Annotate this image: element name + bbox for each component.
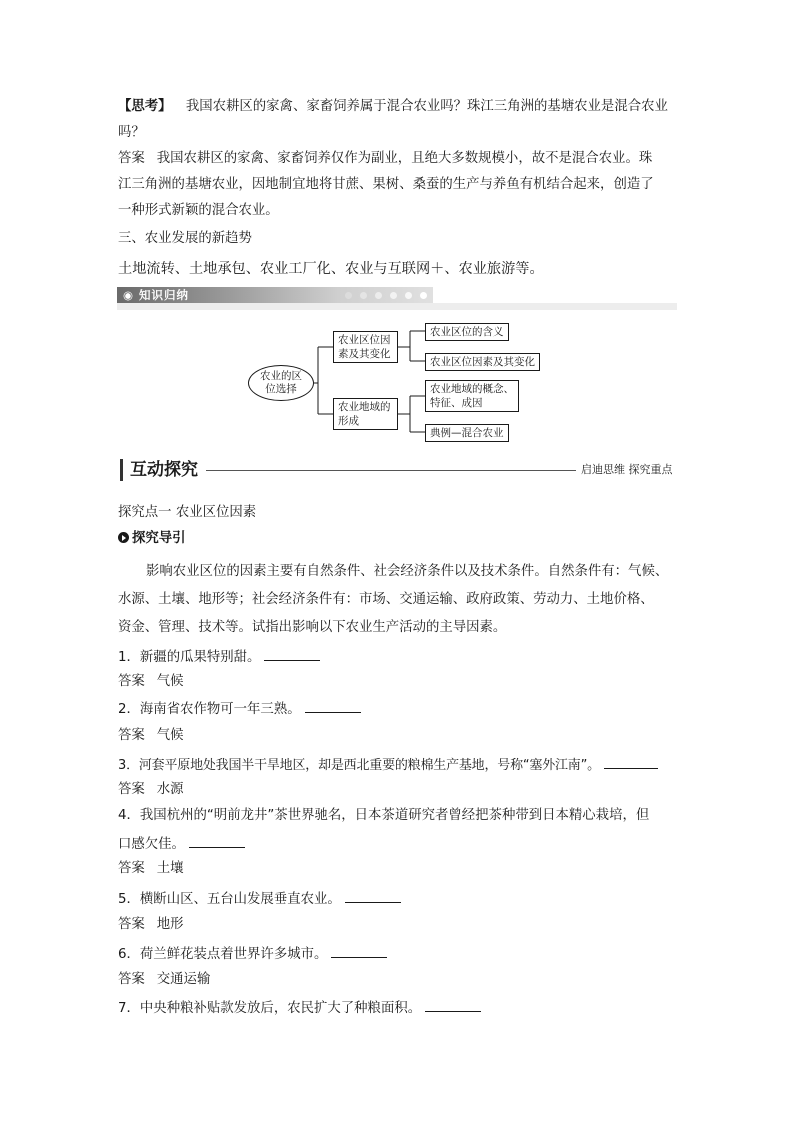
question-text: 口感欠佳。	[118, 837, 185, 852]
play-icon	[118, 532, 129, 543]
explore-guide-label: 探究导引	[132, 531, 186, 546]
answer-text: 水源	[156, 782, 184, 797]
question-text: 2．海南省农作物可一年三熟。	[118, 702, 301, 717]
knowledge-banner-label: ◉ 知识归纳	[123, 288, 190, 302]
answer-1	[118, 672, 184, 692]
leaf3-line2: 特征、成因	[430, 397, 483, 409]
answer-5	[118, 915, 184, 935]
question-2	[118, 698, 361, 720]
answer-text: 土壤	[156, 861, 184, 876]
answer-text: 交通运输	[156, 972, 211, 987]
mind-map-root-line1: 农业的区	[260, 370, 302, 382]
explore-point-title: 探究点一 农业区位因素	[118, 505, 257, 520]
answer-label: 答案	[118, 917, 145, 932]
explore-intro-line2: 水源、土壤、地形等；社会经济条件有：市场、交通运输、政府政策、劳动力、土地价格、	[118, 592, 654, 607]
answer-text: 气候	[156, 674, 184, 689]
answer-blank	[425, 997, 481, 1012]
answer-label: 答案	[118, 151, 145, 166]
trend-text: 土地流转、土地承包、农业工厂化、农业与互联网＋、农业旅游等。	[118, 261, 544, 277]
answer-blank	[331, 943, 387, 958]
answer-blank	[604, 754, 658, 769]
question-text: 6．荷兰鲜花装点着世界许多城市。	[118, 947, 328, 962]
think-answer-text: 我国农耕区的家禽、家畜饲养仅作为副业，且绝大多数规模小，故不是混合农业。珠	[156, 151, 653, 166]
question-7	[118, 997, 481, 1019]
trend-heading: 三、农业发展的新趋势	[118, 231, 252, 246]
answer-blank	[345, 888, 401, 903]
mind-map-leaf-example: 典例—混合农业	[425, 424, 509, 442]
answer-label: 答案	[118, 972, 145, 987]
answer-blank	[264, 646, 320, 661]
answer-text: 气候	[156, 728, 184, 743]
answer-blank	[305, 698, 361, 713]
answer-6	[118, 970, 210, 990]
question-4-line1: 4．我国杭州的“明前龙井”茶世界驰名，日本茶道研究者曾经把茶种带到日本精心栽培，但	[118, 808, 650, 823]
knowledge-banner-text: 知识归纳	[139, 288, 190, 302]
answer-2	[118, 726, 184, 746]
think-answer-line3: 一种形式新颖的混合农业。	[118, 203, 279, 218]
section-subtitle: 启迪思维 探究重点	[581, 463, 673, 476]
mind-map-connectors	[0, 0, 794, 460]
branch2-line1: 农业地域的	[338, 401, 391, 413]
section-title: 互动探究	[130, 460, 198, 480]
mind-map-leaf-factors: 农业区位因素及其变化	[425, 353, 540, 371]
answer-label: 答案	[118, 861, 145, 876]
leaf3-line1: 农业地域的概念、	[430, 383, 514, 395]
answer-blank	[189, 833, 245, 848]
answer-label: 答案	[118, 674, 145, 689]
section-divider	[206, 470, 576, 471]
answer-label: 答案	[118, 728, 145, 743]
branch1-line2: 素及其变化	[338, 348, 391, 360]
branch2-line2: 形成	[338, 415, 359, 427]
think-question-text: 我国农耕区的家禽、家畜饲养属于混合农业吗？珠江三角洲的基塘农业是混合农业	[185, 99, 668, 114]
question-text: 3．河套平原地处我国半干旱地区，却是西北重要的粮棉生产基地，号称“塞外江南”。	[118, 758, 600, 773]
question-text: 7．中央种粮补贴款发放后，农民扩大了种粮面积。	[118, 1001, 422, 1016]
mind-map-leaf-concept	[425, 380, 519, 412]
question-3	[118, 754, 658, 776]
think-tag: 【思考】	[118, 99, 172, 114]
question-text: 1．新疆的瓜果特别甜。	[118, 650, 261, 665]
mind-map-branch-factors	[333, 331, 398, 363]
explore-intro-line1: 影响农业区位的因素主要有自然条件、社会经济条件以及技术条件。自然条件有：气候、	[146, 564, 669, 579]
answer-3	[118, 780, 184, 800]
answer-4	[118, 859, 184, 879]
question-4-line2	[118, 833, 245, 855]
explore-intro-line3: 资金、管理、技术等。试指出影响以下农业生产活动的主导因素。	[118, 620, 507, 635]
mind-map-root-line2: 位选择	[265, 383, 297, 395]
think-answer-line2: 江三角洲的基塘农业，因地制宜地将甘蔗、果树、桑蚕的生产与养鱼有机结合起来，创造了	[118, 177, 654, 192]
answer-text: 地形	[156, 917, 184, 932]
answer-label: 答案	[118, 782, 145, 797]
question-text: 5．横断山区、五台山发展垂直农业。	[118, 892, 341, 907]
branch1-line1: 农业区位因	[338, 334, 391, 346]
mind-map-root	[248, 365, 314, 401]
mind-map-leaf-meaning: 农业区位的含义	[425, 323, 509, 341]
question-5	[118, 888, 401, 910]
explore-guide	[118, 529, 186, 549]
question-6	[118, 943, 387, 965]
think-question-line2: 吗？	[118, 125, 145, 140]
mind-map-branch-region	[333, 398, 398, 430]
question-1	[118, 646, 320, 668]
section-accent-bar	[120, 459, 123, 481]
